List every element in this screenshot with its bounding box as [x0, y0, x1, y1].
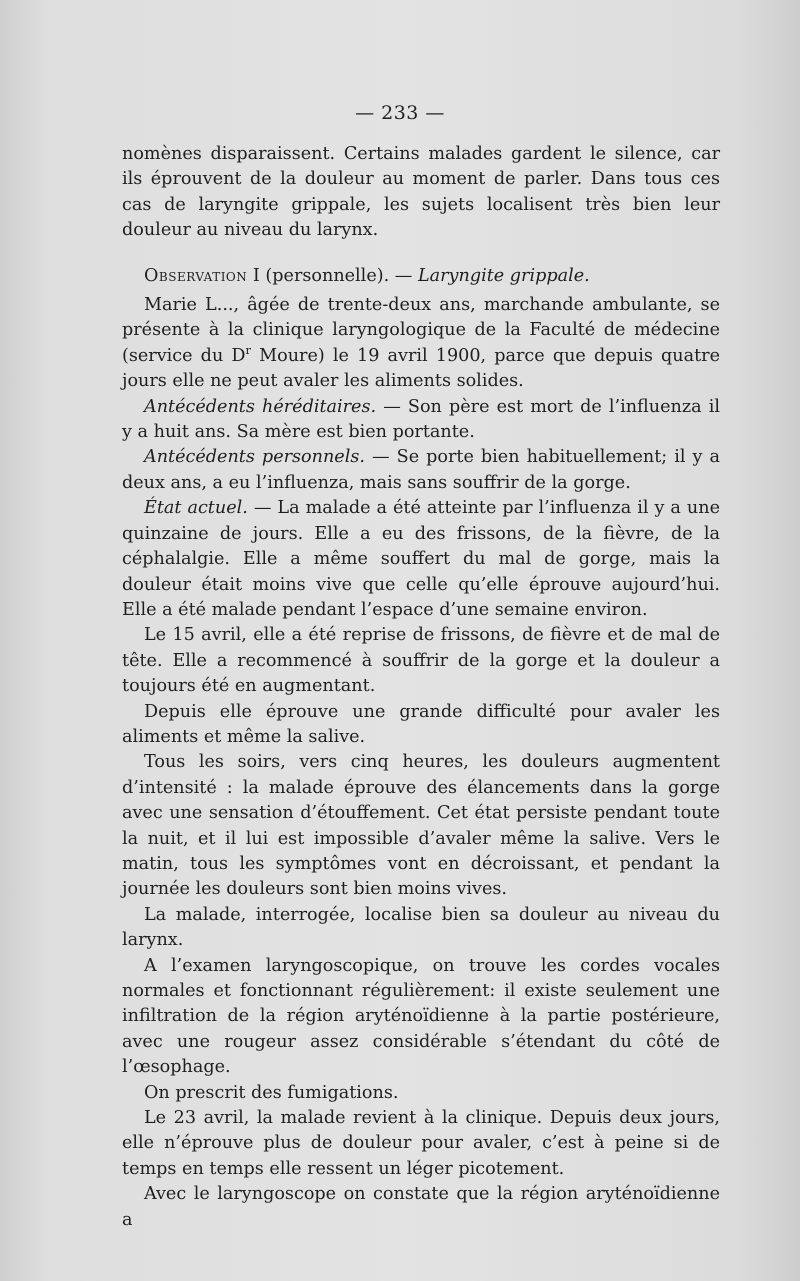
paragraph-continuation: nomènes disparaissent. Certains malades gardent le silence, car ils éprouvent de la douleur au moment de parler. Dans tous ces cas de laryngite grippale, les sujets localisent très bien leur douleur au niveau du larynx.	[122, 144, 720, 241]
observation-label: Observation	[144, 265, 248, 286]
antecedents-personnels	[122, 445, 720, 496]
patient-intro-text-1: Marie L..., âgée de trente-deux ans, marchande ambulante, se présente à la clinique laryngologique de la Faculté de médecine (service du D	[122, 295, 720, 366]
doctor-abbrev-sup: r	[245, 342, 251, 357]
paragraph-depuis: Depuis elle éprouve une grande difficulté pour avaler les aliments et même la salive.	[122, 701, 720, 747]
paragraph-prescrit: On prescrit des fumigations.	[144, 1082, 399, 1103]
observation-title: Laryngite grippale.	[417, 265, 590, 286]
observation-heading	[122, 264, 720, 289]
antecedents-hereditaires-text: — Son père est mort de l’influenza il y a huit ans. Sa mère est bien portante.	[122, 396, 720, 443]
antecedents-hereditaires	[122, 395, 720, 446]
paragraph-localise: La malade, interrogée, localise bien sa douleur au niveau du larynx.	[122, 904, 720, 951]
etat-actuel	[122, 496, 720, 623]
body-text	[122, 142, 720, 1233]
paragraph-15-avril: Le 15 avril, elle a été reprise de frissons, de fièvre et de mal de tête. Elle a recommencé à souffrir de la gorge et la douleur a toujours été en augmentant.	[122, 625, 720, 697]
antecedents-hereditaires-label: Antécédents héréditaires.	[144, 396, 377, 417]
paragraph-examen: A l’examen laryngoscopique, on trouve les cordes vocales normales et fonctionnant régulièrement: il existe seulement une infiltration de la région aryténoïdienne à la partie postérieure, avec une rougeur assez considérable s’étendant du côté de l’œsophage.	[122, 955, 720, 1078]
paragraph-laryngoscope: Avec le laryngoscope on constate que la région aryténoïdienne a	[122, 1184, 720, 1230]
paragraph-tous-les-soirs: Tous les soirs, vers cinq heures, les douleurs augmentent d’intensité : la malade éprouve des élancements dans la gorge avec une sensation d’étouffement. Cet état persiste pendant toute la nuit, et il lui est impossible d’avaler même la salive. Vers le matin, tous les symptômes vont en décroissant, et pendant la journée les douleurs sont bien moins vives.	[122, 752, 720, 900]
paragraph-23-avril: Le 23 avril, la malade revient à la clinique. Depuis deux jours, elle n’éprouve plus de douleur pour avaler, c’est à peine si de temps en temps elle ressent un léger picotement.	[122, 1108, 720, 1179]
patient-intro	[122, 293, 720, 395]
patient-intro-text-2: Moure) le 19 avril 1900, parce que depuis quatre jours elle ne peut avaler les aliments solides.	[122, 345, 720, 392]
observation-number: I (personnelle). —	[247, 265, 418, 286]
etat-actuel-text: — La malade a été atteinte par l’influenza il y a une quinzaine de jours. Elle a eu des frissons, de la fièvre, de la céphalalgie. Elle a même souffert du mal de gorge, mais la douleur était moins vive que celle qu’elle éprouve aujourd’hui. Elle a été malade pendant l’espace d’une semaine environ.	[122, 498, 720, 620]
page-number: — 233 —	[355, 102, 445, 124]
antecedents-personnels-text: — Se porte bien habituellement; il y a deux ans, a eu l’influenza, mais sans souffrir de la gorge.	[122, 447, 720, 493]
antecedents-personnels-label: Antécédents personnels.	[144, 447, 365, 468]
etat-actuel-label: État actuel.	[144, 498, 248, 519]
